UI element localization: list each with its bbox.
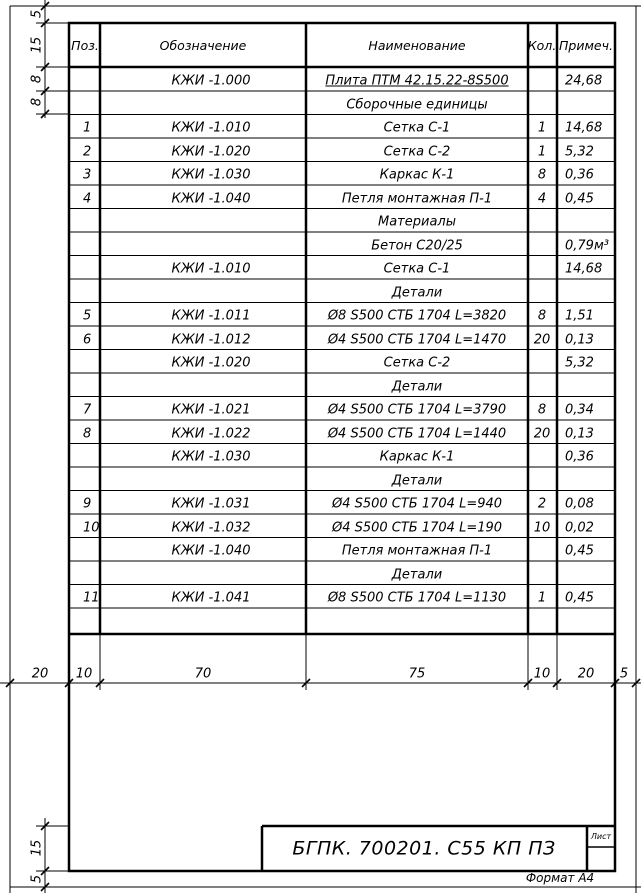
dim-first-row-height: 8 (29, 74, 45, 84)
cell-qty: 1 (537, 120, 547, 136)
format-label: Формат А4 (525, 871, 595, 885)
cell-note: 0,36 (565, 449, 594, 465)
cell-pos: 6 (83, 332, 92, 348)
cell-name: Ø4 S500 СТБ 1704 L=1470 (327, 332, 507, 348)
cell-qty: 10 (533, 520, 551, 536)
cell-pos: 3 (83, 167, 92, 183)
header-qty: Кол. (527, 37, 557, 53)
cell-designation: КЖИ -1.020 (171, 355, 251, 371)
cell-pos: 7 (83, 402, 92, 418)
dim-row-height: 8 (29, 97, 45, 107)
header-designation: Обозначение (159, 37, 247, 53)
cell-name: Плита ПТМ 42.15.22-8S500 (325, 73, 509, 89)
dim-col-pos: 10 (75, 666, 93, 682)
cell-note: 0,13 (565, 332, 594, 348)
cell-designation: КЖИ -1.030 (171, 167, 251, 183)
cell-pos: 10 (83, 520, 100, 536)
cell-designation: КЖИ -1.012 (171, 332, 251, 348)
cell-designation: КЖИ -1.021 (171, 402, 251, 418)
header-pos: Поз. (71, 37, 99, 53)
cell-qty: 2 (537, 496, 547, 512)
cell-name: Детали (391, 285, 443, 301)
cell-note: 0,36 (565, 167, 594, 183)
cell-pos: 4 (83, 191, 92, 207)
cell-qty: 4 (537, 191, 547, 207)
cell-name: Сетка С-2 (383, 144, 451, 160)
cell-qty: 8 (537, 402, 547, 418)
cell-name: Сетка С-1 (383, 120, 451, 136)
dim-col-note: 20 (577, 666, 595, 682)
cell-qty: 1 (537, 590, 547, 606)
cell-note: 1,51 (565, 308, 594, 324)
cell-name: Сетка С-1 (383, 261, 451, 277)
cell-name: Сетка С-2 (383, 355, 451, 371)
cell-name: Детали (391, 379, 443, 395)
cell-name: Ø4 S500 СТБ 1704 L=190 (331, 520, 503, 536)
dim-col-name: 75 (408, 666, 426, 682)
cell-designation: КЖИ -1.040 (171, 543, 251, 559)
cell-pos: 11 (83, 590, 100, 606)
cell-note: 14,68 (565, 120, 603, 136)
cell-pos: 9 (83, 496, 92, 512)
sheet-label: Лист (590, 832, 612, 841)
cell-name: Детали (391, 473, 443, 489)
cell-note: 14,68 (565, 261, 603, 277)
cell-qty: 8 (537, 167, 547, 183)
dim-col-qty: 10 (533, 666, 551, 682)
cell-qty: 1 (537, 144, 547, 160)
cell-designation: КЖИ -1.040 (171, 191, 251, 207)
cell-qty: 20 (533, 426, 551, 442)
cell-designation: КЖИ -1.041 (171, 590, 251, 606)
cell-note: 0,02 (565, 520, 594, 536)
cell-name: Ø8 S500 СТБ 1704 L=3820 (327, 308, 507, 324)
cell-designation: КЖИ -1.010 (171, 261, 251, 277)
document-code: БГПК. 700201. С55 КП ПЗ (292, 837, 556, 860)
cell-note: 24,68 (565, 73, 603, 89)
cell-name: Петля монтажная П-1 (341, 191, 493, 207)
dim-top-margin: 5 (29, 9, 45, 19)
dim-col-designation: 70 (194, 666, 212, 682)
cell-name: Петля монтажная П-1 (341, 543, 493, 559)
cell-note: 0,08 (565, 496, 594, 512)
cell-pos: 2 (83, 144, 92, 160)
cell-designation: КЖИ -1.011 (171, 308, 251, 324)
cell-designation: КЖИ -1.032 (171, 520, 251, 536)
cell-name: Ø8 S500 СТБ 1704 L=1130 (327, 590, 507, 606)
cell-pos: 5 (83, 308, 92, 324)
cell-designation: КЖИ -1.031 (171, 496, 251, 512)
cell-note: 0,45 (565, 191, 594, 207)
cell-name: Материалы (378, 214, 456, 230)
cell-designation: КЖИ -1.000 (171, 73, 251, 89)
dim-header-height: 15 (29, 36, 45, 54)
cell-name: Ø4 S500 СТБ 1704 L=3790 (327, 402, 507, 418)
cell-name: Бетон С20/25 (371, 238, 463, 254)
cell-note: 0,45 (565, 590, 594, 606)
cell-name: Каркас К-1 (379, 449, 455, 465)
cell-note: 5,32 (565, 355, 594, 371)
dim-left-margin: 20 (31, 666, 49, 682)
cell-qty: 20 (533, 332, 551, 348)
cell-name: Ø4 S500 СТБ 1704 L=1440 (327, 426, 507, 442)
dim-stamp-height: 15 (29, 839, 45, 857)
cell-note: 0,34 (565, 402, 594, 418)
header-name: Наименование (368, 37, 466, 53)
cell-qty: 8 (537, 308, 547, 324)
cell-name: Детали (391, 567, 443, 583)
cell-note: 5,32 (565, 144, 594, 160)
cell-designation: КЖИ -1.022 (171, 426, 251, 442)
cell-note: 0,13 (565, 426, 594, 442)
cell-name: Сборочные единицы (346, 97, 488, 113)
cell-pos: 1 (83, 120, 92, 136)
dim-bottom-margin: 5 (29, 874, 45, 884)
dim-right-margin: 5 (619, 666, 629, 682)
cell-designation: КЖИ -1.010 (171, 120, 251, 136)
cell-designation: КЖИ -1.030 (171, 449, 251, 465)
cell-note: 0,79м³ (565, 238, 609, 254)
cell-designation: КЖИ -1.020 (171, 144, 251, 160)
header-note: Примеч. (559, 37, 613, 53)
cell-note: 0,45 (565, 543, 594, 559)
cell-pos: 8 (83, 426, 92, 442)
cell-name: Ø4 S500 СТБ 1704 L=940 (331, 496, 503, 512)
cell-name: Каркас К-1 (379, 167, 455, 183)
